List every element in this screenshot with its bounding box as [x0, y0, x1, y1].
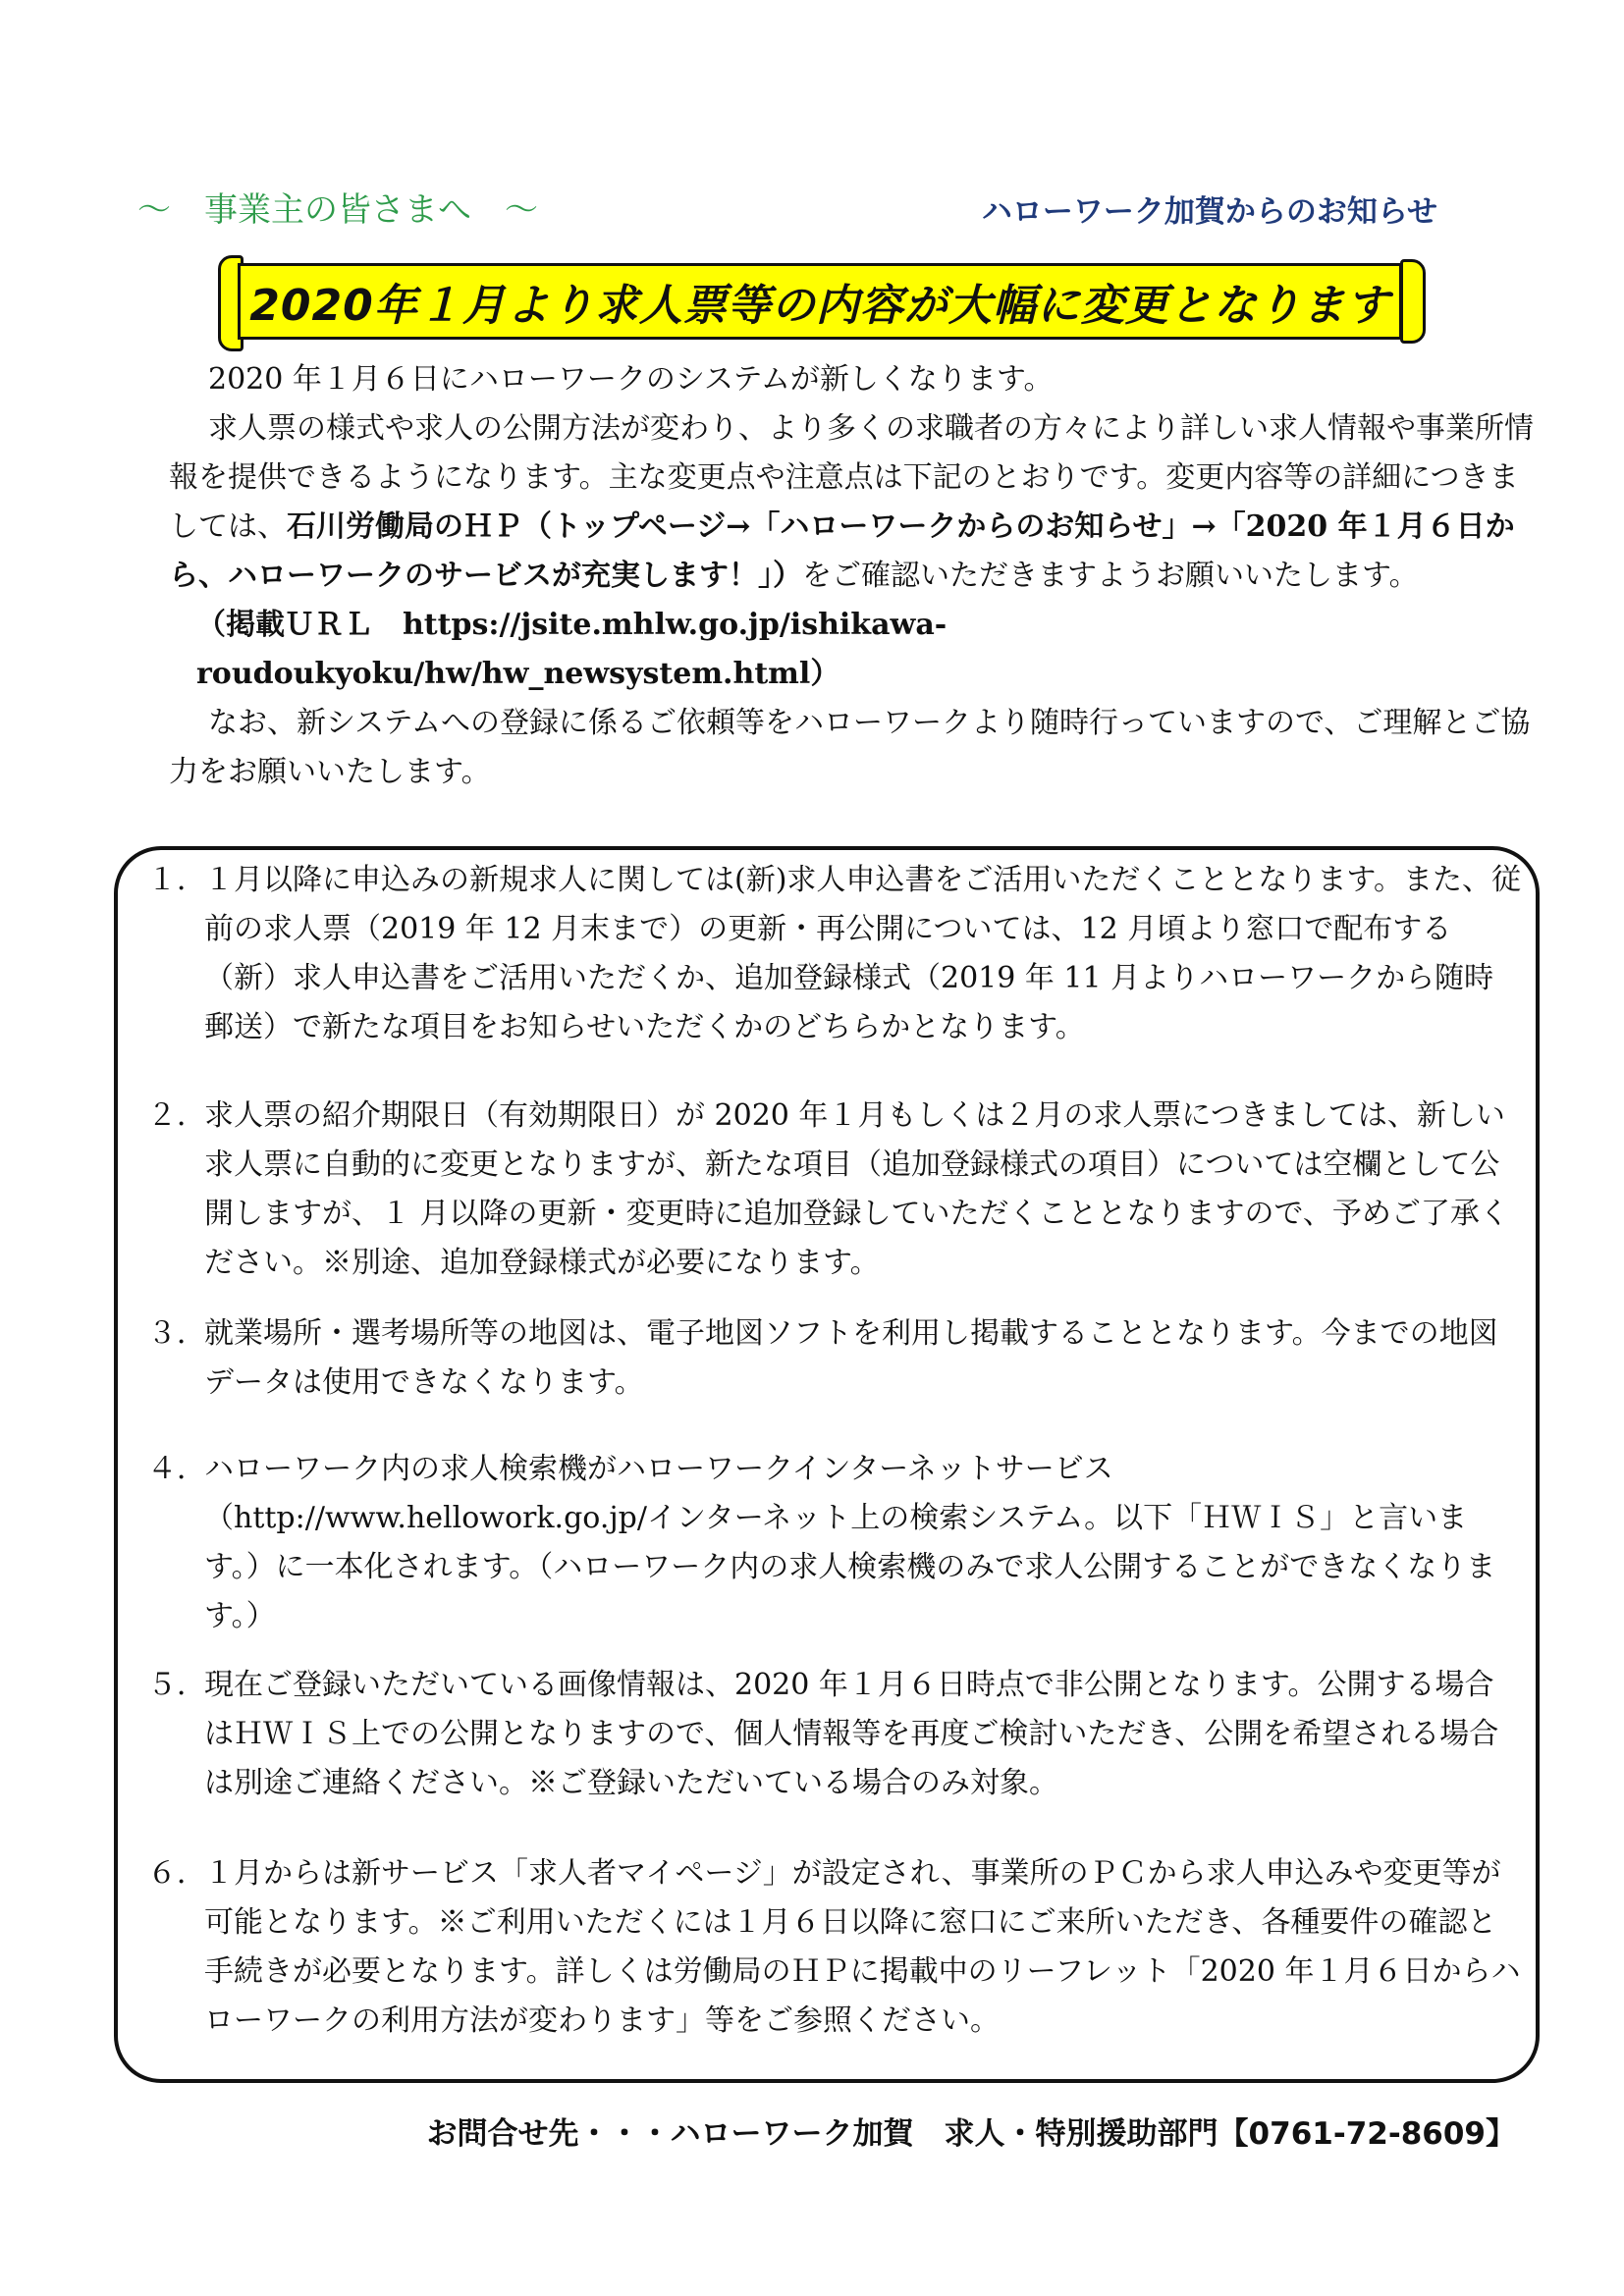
- list-item-number: ４．: [147, 1452, 206, 1486]
- list-item-number: ２．: [147, 1098, 206, 1133]
- intro-paragraph-2: [169, 404, 1543, 601]
- intro-paragraph-1: 2020 年１月６日にハローワークのシステムが新しくなります。: [208, 362, 1054, 397]
- intro-url-line: （掲載ＵＲＬ https://jsite.mhlw.go.jp/ishikawa-roudoukyoku/hw/hw_newsystem.html）: [196, 608, 947, 691]
- intro-paragraph-2-text-b: をご確認いただきますようお願いいたします。: [802, 559, 1419, 593]
- list-item-number: ６．: [147, 1856, 206, 1891]
- list-item-text: ハローワーク内の求人検索機がハローワークインターネットサービス（http://www.hellowork.go.jp/インターネット上の検索システム。以下「ＨＷＩＳ」と言います。）に一本化されます。（ハローワーク内の求人検索機のみで求人公開することができなくなります。）: [204, 1452, 1496, 1633]
- list-item: [147, 1309, 1522, 1408]
- page-title: 2020年１月より求人票等の内容が大幅に変更となります: [249, 281, 1390, 331]
- scroll-curl-right: [1400, 259, 1426, 344]
- list-item-number: １．: [147, 863, 206, 897]
- banner-body: [238, 263, 1402, 340]
- intro-paragraph-3: なお、新システムへの登録に係るご依頼等をハローワークより随時行っていますので、ご理解とご協力をお願いいたします。: [169, 706, 1531, 789]
- list-item: [147, 1661, 1522, 1808]
- list-item-text: 就業場所・選考場所等の地図は、電子地図ソフトを利用し掲載することとなります。今までの地図データは使用できなくなります。: [204, 1316, 1498, 1400]
- list-item-text: 求人票の紹介期限日（有効期限日）が 2020 年１月もしくは２月の求人票につきましては、新しい求人票に自動的に変更となりますが、新たな項目（追加登録様式の項目）については空欄として公開しますが、１ 月以降の更新・変更時に追加登録していただくこととなりますので、予めご了承ください。※別途、追加登録様式が必要になります。: [204, 1098, 1509, 1280]
- list-item-number: ５．: [147, 1668, 206, 1702]
- list-item-text: 現在ご登録いただいている画像情報は、2020 年１月６日時点で非公開となります。公開する場合はＨＷＩＳ上での公開となりますので、個人情報等を再度ご検討いただき、公開を希望される場合は別途ご連絡ください。※ご登録いただいている場合のみ対象。: [204, 1668, 1499, 1800]
- list-item: [147, 856, 1522, 1052]
- intro-section: [169, 355, 1543, 797]
- list-item: [147, 1092, 1522, 1288]
- contact-footer: お問合せ先・・・ハローワーク加賀 求人・特別援助部門【0761-72-8609】: [426, 2116, 1516, 2152]
- title-banner: [218, 255, 1426, 353]
- list-item-text: １月以降に申込みの新規求人に関しては(新)求人申込書をご活用いただくこととなります。また、従前の求人票（2019 年 12 月末まで）の更新・再公開については、12 月頃より窓口で配布する（新）求人申込書をご活用いただくか、追加登録様式（2019 年 11 月よりハローワークから随時郵送）で新たな項目をお知らせいただくかのどちらかとなります。: [204, 863, 1522, 1044]
- list-item-text: １月からは新サービス「求人者マイページ」が設定され、事業所のＰＣから求人申込みや変更等が可能となります。※ご利用いただくには１月６日以降に窓口にご来所いただき、各種要件の確認と手続きが必要となります。詳しくは労働局のＨＰに掲載中のリーフレット「2020 年１月６日からハローワークの利用方法が変わります」等をご参照ください。: [204, 1856, 1521, 2038]
- header-source: ハローワーク加賀からのお知らせ: [981, 194, 1437, 230]
- intro-paragraph-2-text-a: 求人票の様式や求人の公開方法が変わり、より多くの求職者の方々により詳しい求人情報や事業所情報を提供できるようになります。主な変更点や注意点は下記のとおりです。変更内容等の詳細につきましては、: [169, 411, 1534, 544]
- intro-paragraph-2-link-path: 石川労働局のＨＰ（トップページ→「ハローワークからのお知らせ」→「2020 年１月６日から、ハローワークのサービスが充実します！」）: [169, 509, 1515, 593]
- header-greeting: ～ 事業主の皆さまへ ～: [137, 190, 538, 230]
- list-item: [147, 1445, 1522, 1641]
- list-item-number: ３．: [147, 1316, 206, 1351]
- list-item: [147, 1849, 1522, 2046]
